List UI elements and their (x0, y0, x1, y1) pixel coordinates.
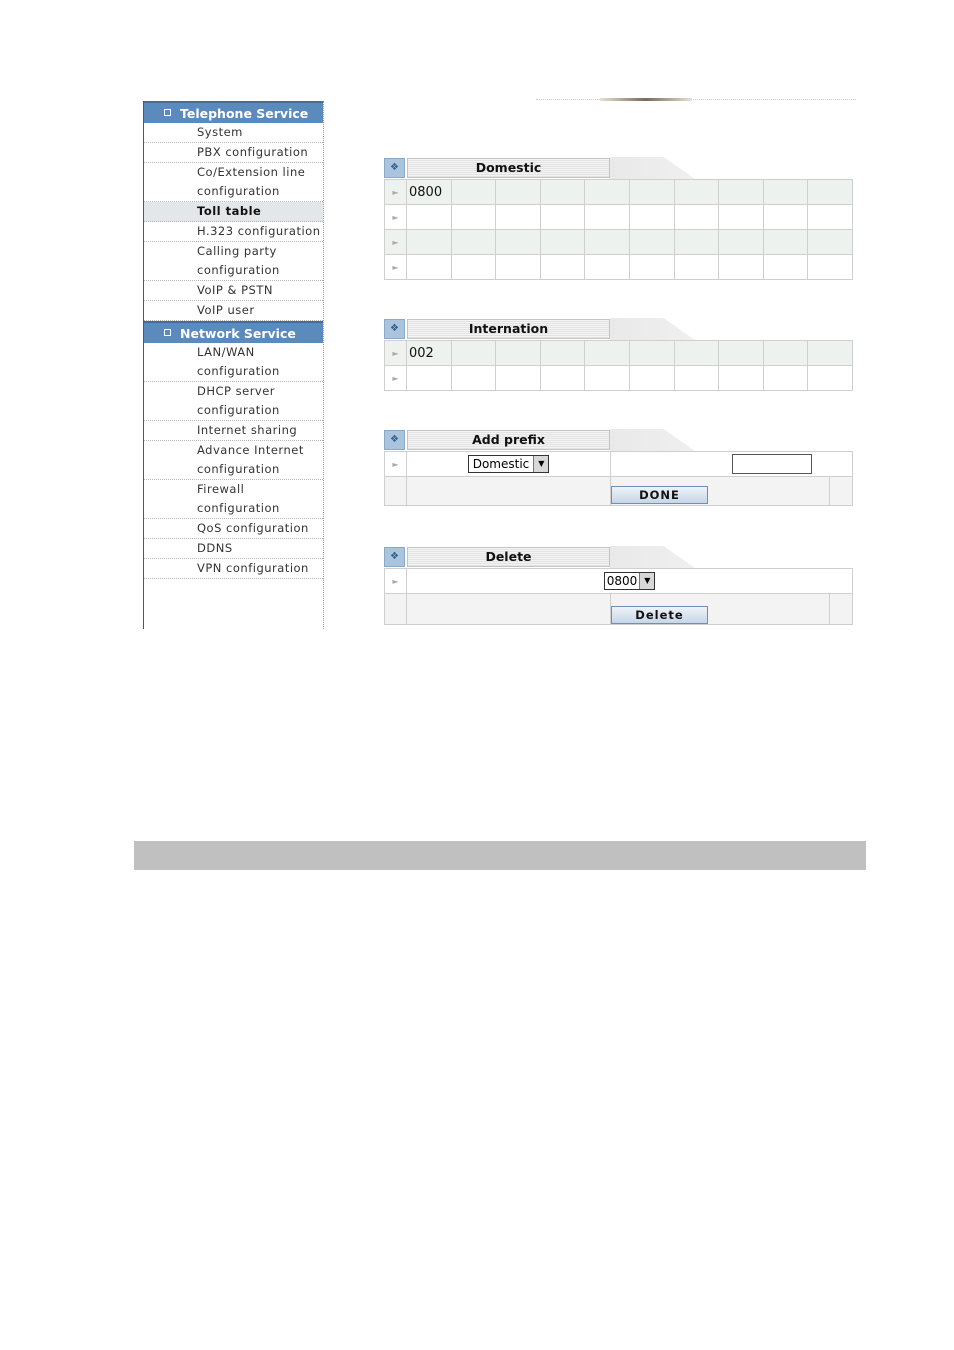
expand-icon[interactable]: ❖ (384, 319, 405, 339)
delete-select-cell (407, 569, 853, 594)
sidebar-item-system[interactable]: System (144, 123, 323, 143)
sidebar (143, 101, 324, 629)
sidebar-item-lan-wan[interactable]: LAN/WAN configuration (144, 343, 323, 382)
sidebar-item-co-extension-line[interactable]: Co/Extension line configuration (144, 163, 323, 202)
expand-icon[interactable]: ❖ (384, 547, 405, 567)
sidebar-item-dhcp-server[interactable]: DHCP server configuration (144, 382, 323, 421)
prefix-cell (407, 205, 452, 230)
prefix-cell: 002 (407, 341, 452, 366)
prefix-type-value: Domestic (472, 457, 530, 471)
expand-icon[interactable]: ❖ (384, 430, 405, 450)
sidebar-header-telephone-service[interactable] (144, 101, 323, 123)
square-bullet-icon (164, 109, 171, 116)
row-arrow-icon: ► (385, 569, 407, 594)
top-divider (536, 99, 856, 100)
row-arrow-icon: ► (385, 341, 407, 366)
header-tab-decoration (610, 429, 853, 451)
header-tab-decoration (610, 546, 853, 568)
delete-form (384, 568, 853, 625)
sidebar-item-calling-party[interactable]: Calling party configuration (144, 242, 323, 281)
panel-title: Delete (407, 547, 610, 567)
square-bullet-icon (164, 329, 171, 336)
delete-prefix-select[interactable] (604, 572, 656, 590)
prefix-cell (407, 366, 452, 391)
sidebar-item-internet-sharing[interactable]: Internet sharing (144, 421, 323, 441)
internation-panel (384, 318, 853, 391)
domestic-table (384, 179, 853, 280)
table-row (385, 366, 853, 391)
table-row (385, 341, 853, 366)
done-button[interactable]: DONE (611, 486, 708, 504)
row-arrow-icon: ► (385, 205, 407, 230)
domestic-panel (384, 157, 853, 280)
sidebar-item-qos[interactable]: QoS configuration (144, 519, 323, 539)
add-prefix-panel (384, 429, 853, 506)
row-arrow-icon: ► (385, 255, 407, 280)
form-row (385, 452, 853, 477)
prefix-cell: 0800 (407, 180, 452, 205)
panel-title: Internation (407, 319, 610, 339)
prefix-cell (407, 255, 452, 280)
sidebar-item-vpn[interactable]: VPN configuration (144, 559, 323, 579)
form-row (385, 594, 853, 625)
row-arrow-icon: ► (385, 230, 407, 255)
panel-title: Domestic (407, 158, 610, 178)
sidebar-item-firewall[interactable]: Firewall configuration (144, 480, 323, 519)
form-row (385, 569, 853, 594)
panel-header (384, 318, 853, 340)
sidebar-item-ddns[interactable]: DDNS (144, 539, 323, 559)
panel-header (384, 546, 853, 568)
delete-button[interactable]: Delete (611, 606, 708, 624)
add-prefix-form (384, 451, 853, 506)
table-row (385, 255, 853, 280)
sidebar-header-label: Network Service (180, 326, 296, 341)
row-arrow-icon: ► (385, 180, 407, 205)
chevron-down-icon[interactable]: ▼ (639, 573, 654, 589)
panel-header (384, 157, 853, 179)
delete-prefix-value: 0800 (606, 574, 638, 588)
prefix-input[interactable] (732, 454, 812, 474)
chevron-down-icon[interactable]: ▼ (533, 456, 548, 472)
header-tab-decoration (610, 157, 853, 179)
sidebar-item-voip-pstn[interactable]: VoIP & PSTN (144, 281, 323, 301)
internation-table (384, 340, 853, 391)
sidebar-header-network-service[interactable] (144, 321, 323, 343)
header-tab-decoration (610, 318, 853, 340)
prefix-cell (407, 230, 452, 255)
sidebar-item-toll-table[interactable]: Toll table (144, 202, 323, 222)
panel-header (384, 429, 853, 451)
prefix-type-select[interactable] (468, 455, 550, 473)
table-row (385, 205, 853, 230)
type-cell (407, 452, 611, 477)
panel-title: Add prefix (407, 430, 610, 450)
delete-panel (384, 546, 853, 625)
sidebar-item-voip-user[interactable]: VoIP user (144, 301, 323, 321)
table-row (385, 180, 853, 205)
row-arrow-icon: ► (385, 452, 407, 477)
sidebar-header-label: Telephone Service (180, 106, 309, 121)
top-accent (600, 98, 692, 101)
table-row (385, 230, 853, 255)
section-divider-bar (134, 841, 866, 870)
sidebar-item-advance-internet[interactable]: Advance Internet configuration (144, 441, 323, 480)
prefix-input-cell (611, 452, 853, 477)
sidebar-item-h323-configuration[interactable]: H.323 configuration (144, 222, 323, 242)
form-row (385, 477, 853, 506)
sidebar-item-pbx-configuration[interactable]: PBX configuration (144, 143, 323, 163)
row-arrow-icon: ► (385, 366, 407, 391)
expand-icon[interactable]: ❖ (384, 158, 405, 178)
